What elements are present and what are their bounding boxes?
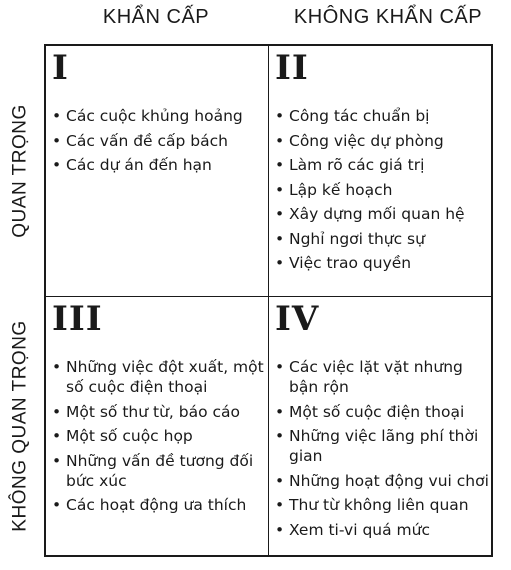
list-item: • Những việc lãng phí thời gian bbox=[275, 426, 493, 466]
list-item: • Việc trao quyền bbox=[275, 253, 493, 273]
list-item: • Những vấn đề tương đối bức xúc bbox=[52, 451, 268, 491]
list-item: • Lập kế hoạch bbox=[275, 180, 493, 200]
quadrant-item-list bbox=[52, 106, 268, 175]
quadrant-numeral: I bbox=[52, 48, 69, 88]
list-item: • Một số cuộc điện thoại bbox=[275, 402, 493, 422]
list-item: • Một số cuộc họp bbox=[52, 426, 268, 446]
list-item: • Một số thư từ, báo cáo bbox=[52, 402, 268, 422]
priority-matrix bbox=[44, 44, 493, 557]
quadrant-item-list bbox=[52, 357, 268, 515]
row-header-not-important-label: KHÔNG QUAN TRỌNG bbox=[10, 320, 32, 532]
list-item: • Các vấn đề cấp bách bbox=[52, 131, 268, 151]
list-item: • Các hoạt động ưa thích bbox=[52, 495, 268, 515]
list-item: • Xem ti-vi quá mức bbox=[275, 520, 493, 540]
row-header-not-important bbox=[4, 296, 38, 556]
list-item: • Nghỉ ngơi thực sự bbox=[275, 229, 493, 249]
list-item: • Công tác chuẩn bị bbox=[275, 106, 493, 126]
list-item: • Công việc dự phòng bbox=[275, 131, 493, 151]
list-item: • Các cuộc khủng hoảng bbox=[52, 106, 268, 126]
list-item: • Những hoạt động vui chơi bbox=[275, 471, 493, 491]
quadrant-3 bbox=[46, 297, 268, 557]
list-item: • Xây dựng mối quan hệ bbox=[275, 204, 493, 224]
quadrant-item-list bbox=[275, 106, 493, 273]
list-item: • Các dự án đến hạn bbox=[52, 155, 268, 175]
quadrant-numeral: II bbox=[275, 48, 309, 88]
row-header-important-label: QUAN TRỌNG bbox=[10, 104, 31, 238]
list-item: • Các việc lặt vặt nhưng bận rộn bbox=[275, 357, 493, 397]
quadrant-1 bbox=[46, 46, 268, 296]
column-header-urgent: KHẨN CẤP bbox=[102, 6, 210, 28]
column-header-not-urgent: KHÔNG KHẨN CẤP bbox=[293, 6, 483, 28]
quadrant-2 bbox=[269, 46, 493, 296]
quadrant-numeral: IV bbox=[275, 299, 320, 339]
quadrant-item-list bbox=[275, 357, 493, 540]
quadrant-4 bbox=[269, 297, 493, 557]
quadrant-numeral: III bbox=[52, 299, 103, 339]
list-item: • Những việc đột xuất, một số cuộc điện thoại bbox=[52, 357, 268, 397]
list-item: • Thư từ không liên quan bbox=[275, 495, 493, 515]
list-item: • Làm rõ các giá trị bbox=[275, 155, 493, 175]
row-header-important bbox=[4, 46, 38, 296]
